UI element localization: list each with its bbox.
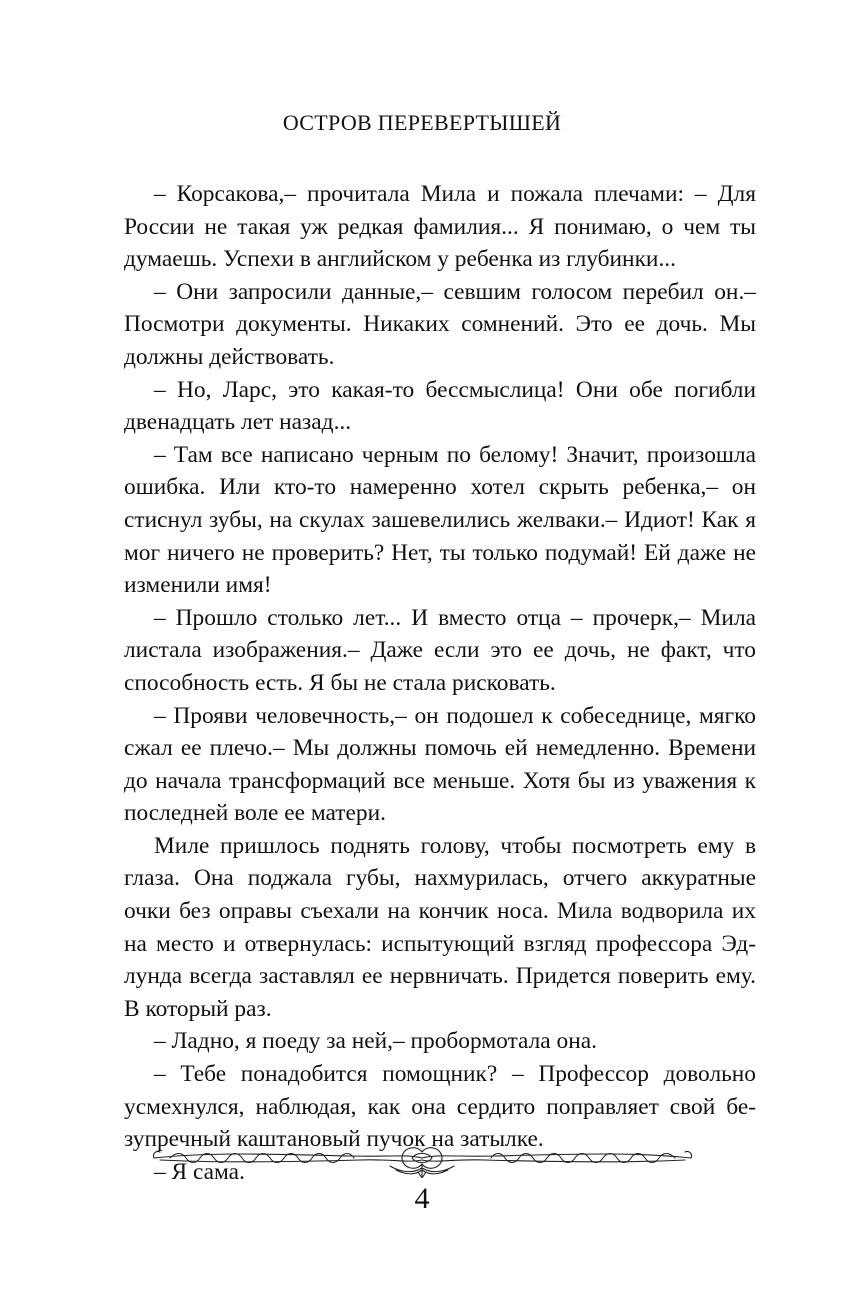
paragraph: – Тебе понадобится помощник? – Профессор довольно усмехнулся, наблюдая, как она сердито поправляет свой безупречный каштановый пучок на затылке. <box>124 1061 756 1153</box>
body-text <box>124 178 756 1188</box>
paragraph: – Я сама. <box>154 1158 245 1185</box>
paragraph: – Но, Ларс, это какая-то бессмыслица! Они обе погибли двенадцать лет назад... <box>124 376 756 436</box>
paragraph: – Там все написано черным по белому! Значит, произошла ошибка. Или кто-то намеренно хотел скрыть ребенка,– он стиснул зубы, на скулах зашевелились желваки.– Идиот! Как я мог ничего не проверить? Нет, ты только подумай! Ей даже не изменили имя! <box>124 441 756 599</box>
paragraph: – Прошло столько лет... И вместо отца – прочерк,– Мила листала изображения.– Даже если это ее дочь, не факт, что способность есть. Я бы не стала рисковать. <box>124 604 756 696</box>
flourish-divider-icon <box>150 1136 695 1178</box>
paragraph: – Ладно, я поеду за ней,– пробормотала она. <box>154 1028 597 1055</box>
paragraph: – Они запросили данные,– севшим голосом перебил он.– Посмотри документы. Никаких сомнений. Это ее дочь. Мы должны действовать. <box>124 278 756 370</box>
page-number: 4 <box>414 1182 430 1215</box>
paragraph: – Прояви человечность,– он подошел к собеседнице, мягко сжал ее плечо.– Мы должны помочь ей немедленно. Времени до начала трансформаций все меньше. Хотя бы из уважения к последней воле ее матери. <box>124 702 756 827</box>
paragraph: Миле пришлось поднять голову, чтобы посмотреть ему в глаза. Она поджала губы, нахмурилась, отчего аккуратные очки без оправы съехали на кончик носа. Мила водворила их на место и отвернулась: испытующий взгляд профессора Эдлунда всегда заставлял ее нервничать. Придется поверить ему. В который раз. <box>124 832 756 1022</box>
paragraph: – Корсакова,– прочитала Мила и пожала плечами: – Для России не такая уж редкая фамилия... Я понимаю, о чем ты думаешь. Успехи в английском у ребенка из глубинки... <box>124 181 756 273</box>
running-head: ОСТРОВ ПЕРЕВЕРТЫШЕЙ <box>282 110 562 135</box>
